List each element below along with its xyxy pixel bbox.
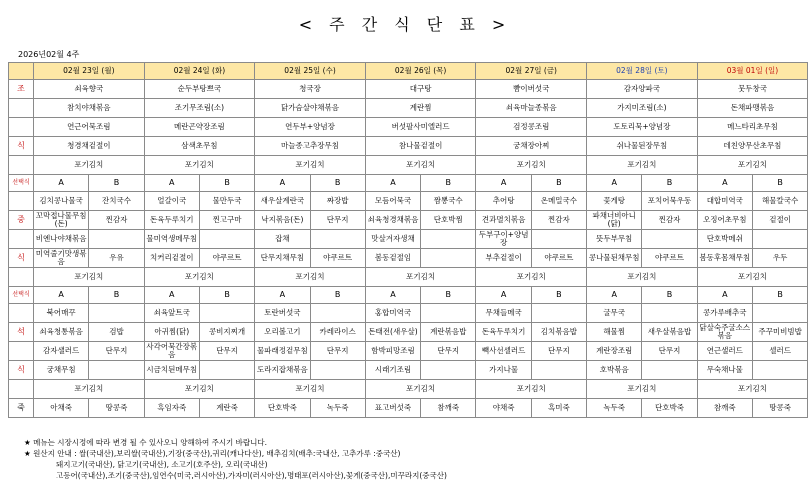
breakfast-label [9,99,34,118]
dinner-row [9,304,808,323]
dinner-item-a: 호박볶음 [587,361,642,380]
dinner-item-a: 연근샐러드 [697,342,752,361]
breakfast-item: 참치야채볶음 [34,99,145,118]
breakfast-row [9,99,808,118]
breakfast-item: 버섯팔사미엘러드 [365,118,476,137]
option-b-label: B [642,175,697,192]
breakfast-item: 포기김치 [365,156,476,175]
lunch-item-a: 쇠육청경채볶음 [365,211,420,230]
note-origin: ★ 원산지 안내 : 쌀(국내산),보리쌀(국내산),기장(중국산),귀리(캐나다산), 배추김치(배추:국내산, 고추가루 :중국산) [24,449,401,458]
breakfast-item: 조기무조림(소) [144,99,255,118]
dinner-item-a: 궁채무침 [34,361,89,380]
dinner-item: 포기김치 [587,380,698,399]
breakfast-item: 쇠육향국 [34,80,145,99]
lunch-item-b: 짬뽕국수 [421,192,476,211]
option-a-label: A [144,175,199,192]
lunch-item-b: 단호박찜 [421,211,476,230]
date-header-row [9,63,808,80]
option-a-label: A [144,287,199,304]
option-a-label: A [365,175,420,192]
porridge-item-b: 단호박죽 [642,399,697,418]
day-header: 03월 01일 (일) [697,63,808,80]
breakfast-item: 포기김치 [697,156,808,175]
lunch-item-a: 두부구이+양념장 [476,230,531,249]
lunch-item-b: 물만두국 [199,192,254,211]
lunch-item-a: 오징어초무침 [697,211,752,230]
note-change: ★ 메뉴는 시장시정에 따라 변경 될 수 있사오니 양해하여 주시기 바랍니다. [24,438,268,447]
breakfast-item: 연두부+양념장 [255,118,366,137]
dinner-item-b: 주꾸미비빔밥 [752,323,807,342]
breakfast-row [9,80,808,99]
option-a-label: A [476,287,531,304]
lunch-item-b: 찐감자 [531,211,586,230]
dinner-row [9,380,808,399]
dinner-item-b [199,304,254,323]
lunch-item-b: 우두 [752,249,807,268]
dinner-option-row [9,287,808,304]
breakfast-item: 검정콩조림 [476,118,587,137]
breakfast-label [9,118,34,137]
breakfast-item: 궁채장아찌 [476,137,587,156]
dinner-item-a: 계란장조림 [587,342,642,361]
option-b-label: B [752,175,807,192]
lunch-item-b: 단무지 [310,211,365,230]
lunch-item: 포기김치 [697,268,808,287]
breakfast-row [9,156,808,175]
dinner-label: 식 [9,361,34,380]
breakfast-item: 청경채겉절이 [34,137,145,156]
breakfast-item: 참나물겉절이 [365,137,476,156]
lunch-label: 중 [9,211,34,230]
page-title: < 주 간 식 단 표 > [298,15,512,34]
option-b-label: B [642,287,697,304]
breakfast-item: 포기김치 [587,156,698,175]
lunch-item-a: 콩나물된채무침 [587,249,642,268]
lunch-item-a: 봄동후몸채무침 [697,249,752,268]
porridge-item-a: 야채죽 [476,399,531,418]
dinner-item: 포기김치 [365,380,476,399]
dinner-item-b [642,361,697,380]
porridge-item-a: 표고버섯죽 [365,399,420,418]
lunch-item-b [310,230,365,249]
option-a-label: A [255,175,310,192]
breakfast-item: 삼색초무침 [144,137,255,156]
dinner-row [9,342,808,361]
lunch-item: 포기김치 [365,268,476,287]
lunch-label [9,192,34,211]
breakfast-row [9,118,808,137]
lunch-item-a: 파채너비아니(닭) [587,211,642,230]
dinner-row [9,361,808,380]
option-b-label: B [421,287,476,304]
dinner-item-b: 계란볶음밥 [421,323,476,342]
lunch-item-a: 모듬어묵국 [365,192,420,211]
lunch-row [9,230,808,249]
option-b-label: B [310,287,365,304]
dinner-row [9,323,808,342]
day-header: 02월 28일 (토) [587,63,698,80]
option-b-label: B [752,287,807,304]
breakfast-item: 돈채파맹볶음 [697,99,808,118]
lunch-item-b: 겉절이 [752,211,807,230]
dinner-item-a: 북어매꾸 [34,304,89,323]
day-header: 02월 26일 (목) [365,63,476,80]
dinner-item-a: 도라지잡채볶음 [255,361,310,380]
porridge-item-a: 단호박죽 [255,399,310,418]
dinner-item-a: 해물찜 [587,323,642,342]
dinner-item-a: 시래기조림 [365,361,420,380]
lunch-item-a: 치커리겉절이 [144,249,199,268]
lunch-item-a: 미역줄기맛생볶음 [34,249,89,268]
lunch-item-b [421,249,476,268]
lunch-item-a: 뜻두부무침 [587,230,642,249]
lunch-item-b: 온메밀국수 [531,192,586,211]
porridge-item-b: 흑미죽 [531,399,586,418]
dinner-item-b [310,361,365,380]
lunch-item-a: 새우살계란국 [255,192,310,211]
lunch-item-a: 얼갈이국 [144,192,199,211]
breakfast-item: 연근어묵조림 [34,118,145,137]
lunch-item-b: 찐감자 [89,211,144,230]
porridge-item-a: 아채죽 [34,399,89,418]
option-a-label: A [476,175,531,192]
dinner-item-a: 사각어묵간장볶음 [144,342,199,361]
option-a-label: A [587,175,642,192]
breakfast-item: 뭇두창국 [697,80,808,99]
dinner-item-b [531,361,586,380]
dinner-item-a: 시금치된메무침 [144,361,199,380]
option-a-label: A [365,287,420,304]
day-header: 02월 24일 (화) [144,63,255,80]
option-b-label: B [531,287,586,304]
dinner-item-b: 단무지 [199,342,254,361]
breakfast-item: 도토리묵+양념장 [587,118,698,137]
lunch-item-a: 김치콩나물국 [34,192,89,211]
porridge-item-b: 계란죽 [199,399,254,418]
breakfast-item: 메느타리초무침 [697,118,808,137]
lunch-item: 포기김치 [587,268,698,287]
lunch-item-b [89,230,144,249]
porridge-item-b: 땅콩죽 [752,399,807,418]
lunch-label: 식 [9,249,34,268]
lunch-item-b: 잔치국수 [89,192,144,211]
lunch-row [9,268,808,287]
lunch-item-a: 봄동겉절임 [365,249,420,268]
day-header: 02월 27일 (금) [476,63,587,80]
lunch-label [9,268,34,287]
lunch-item-b: 야쿠르트 [531,249,586,268]
lunch-row [9,192,808,211]
dinner-item-b: 단무지 [421,342,476,361]
dinner-item-b [89,304,144,323]
dinner-item-a: 쇠육청통볶음 [34,323,89,342]
dinner-item-b [421,361,476,380]
lunch-item: 포기김치 [34,268,145,287]
lunch-item-b: 해물칼국수 [752,192,807,211]
option-b-label: B [531,175,586,192]
dinner-item: 포기김치 [34,380,145,399]
dinner-item: 포기김치 [476,380,587,399]
dinner-item-b [752,304,807,323]
dinner-item-b [310,304,365,323]
lunch-item-b [531,230,586,249]
dinner-item-b: 검밥 [89,323,144,342]
dinner-item-b: 김치볶음밥 [531,323,586,342]
option-a-label: A [697,287,752,304]
breakfast-label: 식 [9,137,34,156]
dinner-item-b: 단무지 [89,342,144,361]
porridge-item-a: 녹두죽 [587,399,642,418]
dinner-item-a: 무숙채나물 [697,361,752,380]
lunch-item-b: 찐감자 [642,211,697,230]
dinner-label [9,304,34,323]
dinner-item-b [642,304,697,323]
week-label: 2026년02월 4주 [18,50,80,59]
dinner-item-a: 감자샐러드 [34,342,89,361]
lunch-label [9,230,34,249]
lunch-item-b [752,230,807,249]
dinner-item-a: 쇠육앞트국 [144,304,199,323]
dinner-label: 석 [9,323,34,342]
porridge-row [9,399,808,418]
lunch-item: 포기김치 [255,268,366,287]
lunch-row [9,249,808,268]
dinner-item-a: 돈육두루치기 [476,323,531,342]
breakfast-item: 대구탕 [365,80,476,99]
lunch-row [9,211,808,230]
option-a-label: A [587,287,642,304]
porridge-item-b: 녹두죽 [310,399,365,418]
lunch-item-b: 짜장밥 [310,192,365,211]
corner-cell [9,63,34,80]
dinner-item-b [752,361,807,380]
breakfast-item: 가지미조림(소) [587,99,698,118]
lunch-item-b: 우유 [89,249,144,268]
breakfast-item: 순두부탕쁘국 [144,80,255,99]
porridge-item-b: 참깨죽 [421,399,476,418]
dinner-item-a: 홍합미역국 [365,304,420,323]
lunch-item-a: 낙지볶음(돈) [255,211,310,230]
porridge-item-a: 참깨죽 [697,399,752,418]
option-a-label: A [255,287,310,304]
dinner-item-b: 단무지 [310,342,365,361]
lunch-item-a: 견과멸치볶음 [476,211,531,230]
breakfast-item: 메란곤약장조림 [144,118,255,137]
breakfast-item: 포기김치 [144,156,255,175]
lunch-item-b: 포치어묵우동 [642,192,697,211]
lunch-item-a: 부추겉절이 [476,249,531,268]
dinner-item-a: 아귀찜(닭) [144,323,199,342]
porridge-label: 죽 [9,399,34,418]
lunch-item-a: 돈육두루치기 [144,211,199,230]
breakfast-item: 감자양파국 [587,80,698,99]
breakfast-item: 포기김치 [255,156,366,175]
dinner-item-a: 오리볼고기 [255,323,310,342]
lunch-item-a: 추어탕 [476,192,531,211]
dinner-item-b [89,361,144,380]
dinner-item-b: 단무지 [642,342,697,361]
dinner-item-b: 카레라이스 [310,323,365,342]
lunch-item-b [421,230,476,249]
select-label: 선택식 [9,287,34,304]
dinner-item-b: 셀러드 [752,342,807,361]
dinner-item-b: 단무지 [531,342,586,361]
dinner-item-b: 콩비지찌개 [199,323,254,342]
breakfast-item: 마늘종고추장무침 [255,137,366,156]
lunch-item-a: 단무지채무침 [255,249,310,268]
breakfast-item: 쇠육마늘종볶음 [476,99,587,118]
lunch-option-row [9,175,808,192]
dinner-item-b [199,361,254,380]
option-b-label: B [199,287,254,304]
notes [24,437,447,481]
dinner-item-b [421,304,476,323]
breakfast-label [9,156,34,175]
lunch-item-b: 야쿠르트 [310,249,365,268]
option-a-label: A [697,175,752,192]
lunch-item-a: 대합미역국 [697,192,752,211]
lunch-item-a: 맛살겨자생채 [365,230,420,249]
dinner-item-a: 무채들메국 [476,304,531,323]
lunch-item-a: 꽃게탕 [587,192,642,211]
lunch-item-a: 비엔나야채볶음 [34,230,89,249]
dinner-item-a: 돈태전(새우살) [365,323,420,342]
option-b-label: B [199,175,254,192]
dinner-item-a: 뺵사선셀러드 [476,342,531,361]
lunch-item-a: 잡채 [255,230,310,249]
dinner-item-b: 새우살볶음밥 [642,323,697,342]
option-a-label: A [34,287,89,304]
dinner-item-a: 굴무국 [587,304,642,323]
lunch-item-b: 야쿠르트 [199,249,254,268]
day-header: 02월 23일 (월) [34,63,145,80]
breakfast-item: 닭가슴살야채볶음 [255,99,366,118]
dinner-item-b [531,304,586,323]
lunch-item-b [642,230,697,249]
option-b-label: B [89,175,144,192]
note-origin-fish: 고등어(국내산),조기(중국산),임연수(미국,러시아산),가자미(러시아산),명태포(러시아산),꽃게(중국산),미꾸라지(중국산) [56,471,447,480]
dinner-item-a: 콩가루배추국 [697,304,752,323]
lunch-item-a: 물미역생메무침 [144,230,199,249]
lunch-item-b: 찐고구마 [199,211,254,230]
dinner-item: 포기김치 [255,380,366,399]
breakfast-item: 데친양무산초무침 [697,137,808,156]
breakfast-item: 계란찜 [365,99,476,118]
porridge-item-b: 땅콩죽 [89,399,144,418]
option-b-label: B [89,287,144,304]
breakfast-row [9,137,808,156]
breakfast-item: 청국장 [255,80,366,99]
dinner-item: 포기김치 [697,380,808,399]
breakfast-item: 뺨이버섯국 [476,80,587,99]
option-a-label: A [34,175,89,192]
dinner-item-a: 토란버섯국 [255,304,310,323]
lunch-item-a: 꼬막접나물무침(돈) [34,211,89,230]
lunch-item-b: 야쿠르트 [642,249,697,268]
lunch-item: 포기김치 [144,268,255,287]
note-origin-meat: 돼지고기(국내산), 닭고기(국내산), 소고기(호주산), 오리(국내산) [56,460,268,469]
dinner-item-a: 물파래정겉무침 [255,342,310,361]
select-label: 선택식 [9,175,34,192]
dinner-item-a: 함박피망조림 [365,342,420,361]
day-header: 02월 25일 (수) [255,63,366,80]
breakfast-item: 포기김치 [476,156,587,175]
dinner-item: 포기김치 [144,380,255,399]
dinner-label [9,342,34,361]
dinner-item-a: 닭살숙주굴소스볶음 [697,323,752,342]
lunch-item-a: 단호박메쉬 [697,230,752,249]
option-b-label: B [310,175,365,192]
option-b-label: B [421,175,476,192]
lunch-item: 포기김치 [476,268,587,287]
dinner-item-a: 가지나물 [476,361,531,380]
breakfast-item: 쉬나물된장무침 [587,137,698,156]
dinner-label [9,380,34,399]
weekly-menu-table [8,62,808,418]
porridge-item-a: 흑임자죽 [144,399,199,418]
breakfast-item: 포기김치 [34,156,145,175]
lunch-item-b [199,230,254,249]
breakfast-label: 조 [9,80,34,99]
